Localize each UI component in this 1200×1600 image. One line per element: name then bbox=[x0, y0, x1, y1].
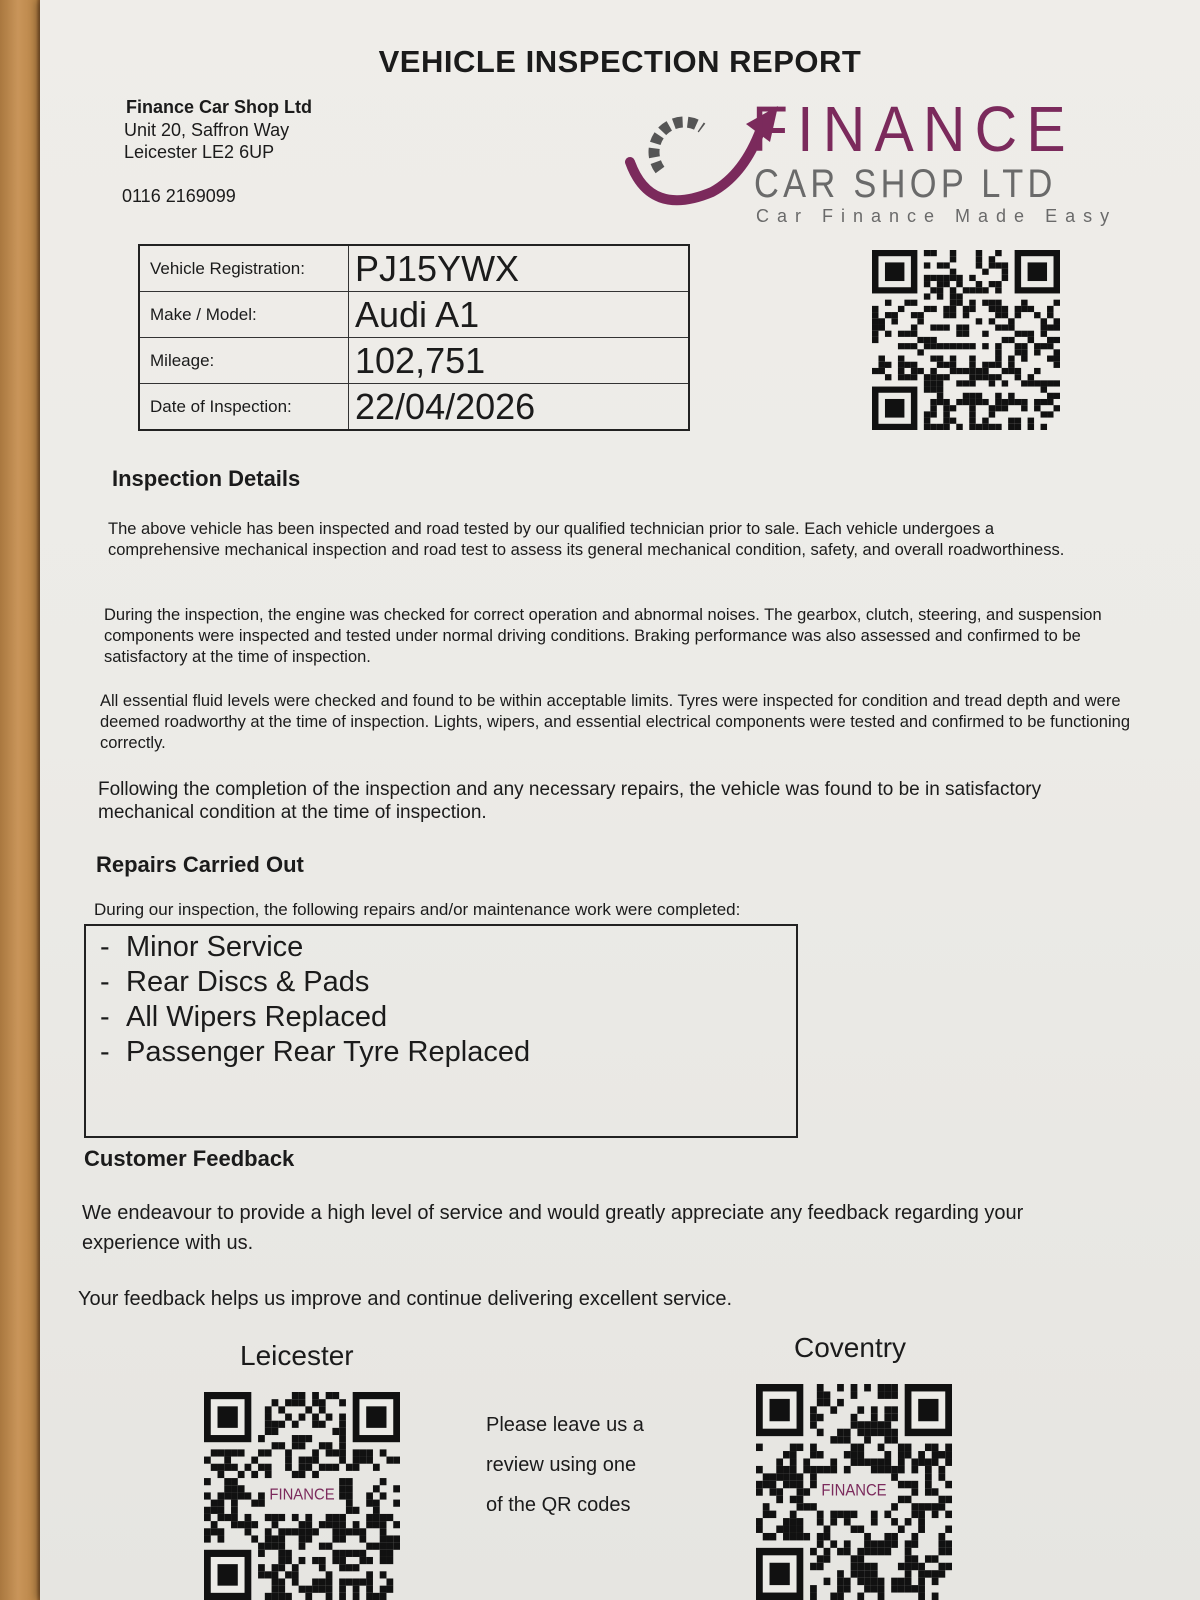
registration-label: Vehicle Registration: bbox=[139, 245, 349, 292]
review-prompt-line: of the QR codes bbox=[486, 1494, 631, 1516]
table-row bbox=[139, 245, 689, 292]
inspection-date-label: Date of Inspection: bbox=[139, 384, 349, 431]
qr-logo-text: FINANCE bbox=[821, 1482, 887, 1500]
feedback-paragraph: Your feedback helps us improve and continue delivering excellent service. bbox=[78, 1288, 733, 1310]
report-page bbox=[40, 0, 1200, 1600]
coventry-qr-code-icon[interactable] bbox=[756, 1384, 952, 1600]
make-model-label: Make / Model: bbox=[139, 292, 349, 338]
inspection-paragraph: All essential fluid levels were checked and found to be within acceptable limits. Tyres were inspected for condition and tread depth and were deemed roadworthy at the time of inspection. Lights, wipers, and essential electrical components were tested and confirmed to be functioning correctly. bbox=[100, 692, 1130, 752]
list-item: - Rear Discs & Pads bbox=[100, 966, 370, 998]
table-row bbox=[139, 384, 689, 431]
leicester-label: Leicester bbox=[240, 1340, 354, 1371]
logo-subtitle: CAR SHOP LTD bbox=[754, 162, 1057, 206]
customer-feedback-heading: Customer Feedback bbox=[84, 1146, 295, 1171]
address-line: Leicester LE2 6UP bbox=[124, 142, 275, 162]
repair-item: Rear Discs & Pads bbox=[126, 966, 370, 998]
table-row bbox=[139, 338, 689, 384]
repair-item: All Wipers Replaced bbox=[126, 1001, 388, 1033]
repairs-box bbox=[84, 924, 798, 1138]
registration-value: PJ15YWX bbox=[349, 245, 690, 292]
phone-number: 0116 2169099 bbox=[122, 186, 236, 206]
inspection-paragraph: The above vehicle has been inspected and road tested by our qualified technician prior to sale. Each vehicle undergoes a comprehensive mechanical inspection and road test to assess its general mechanical condition, safety, and overall roadworthiness. bbox=[108, 520, 1065, 559]
qr-logo-text: FINANCE bbox=[269, 1486, 335, 1504]
review-prompt-line: Please leave us a bbox=[486, 1414, 644, 1436]
address-line: Unit 20, Saffron Way bbox=[124, 120, 290, 140]
inspection-details-heading: Inspection Details bbox=[112, 466, 301, 491]
make-model-value: Audi A1 bbox=[349, 292, 690, 338]
repair-item: Passenger Rear Tyre Replaced bbox=[126, 1036, 531, 1068]
list-item: - All Wipers Replaced bbox=[100, 1001, 388, 1033]
company-name: Finance Car Shop Ltd bbox=[126, 97, 313, 117]
logo-tagline: Car Finance Made Easy bbox=[756, 206, 1118, 226]
repairs-intro: During our inspection, the following repairs and/or maintenance work were completed: bbox=[94, 900, 741, 919]
repairs-list bbox=[100, 930, 530, 1070]
inspection-paragraph: During the inspection, the engine was checked for correct operation and abnormal noises. The gearbox, clutch, steering, and suspension components were inspected and tested under normal driving conditions. Braking performance was also assessed and confirmed to be satisfactory at the time of inspection. bbox=[104, 606, 1102, 666]
feedback-paragraph: We endeavour to provide a high level of service and would greatly appreciate any feedback regarding your experience with us. bbox=[82, 1202, 1024, 1254]
inspection-conclusion: Following the completion of the inspection and any necessary repairs, the vehicle was found to be in satisfactory mechanical condition at the time of inspection. bbox=[98, 779, 1042, 823]
mileage-label: Mileage: bbox=[139, 338, 349, 384]
review-prompt-line: review using one bbox=[486, 1454, 637, 1476]
mileage-value: 102,751 bbox=[349, 338, 690, 384]
qr-code-icon bbox=[872, 250, 1060, 430]
list-item: - Passenger Rear Tyre Replaced bbox=[100, 1036, 531, 1068]
coventry-label: Coventry bbox=[794, 1332, 907, 1363]
page-title: VEHICLE INSPECTION REPORT bbox=[378, 44, 862, 79]
logo-name: FINANCE bbox=[752, 93, 1075, 165]
repairs-heading: Repairs Carried Out bbox=[96, 852, 304, 877]
table-row bbox=[139, 292, 689, 338]
inspection-date-value: 22/04/2026 bbox=[349, 384, 690, 431]
leicester-qr-code-icon[interactable] bbox=[204, 1392, 400, 1600]
list-item: - Minor Service bbox=[100, 931, 304, 963]
vehicle-details-table bbox=[138, 244, 690, 431]
repair-item: Minor Service bbox=[126, 931, 304, 963]
